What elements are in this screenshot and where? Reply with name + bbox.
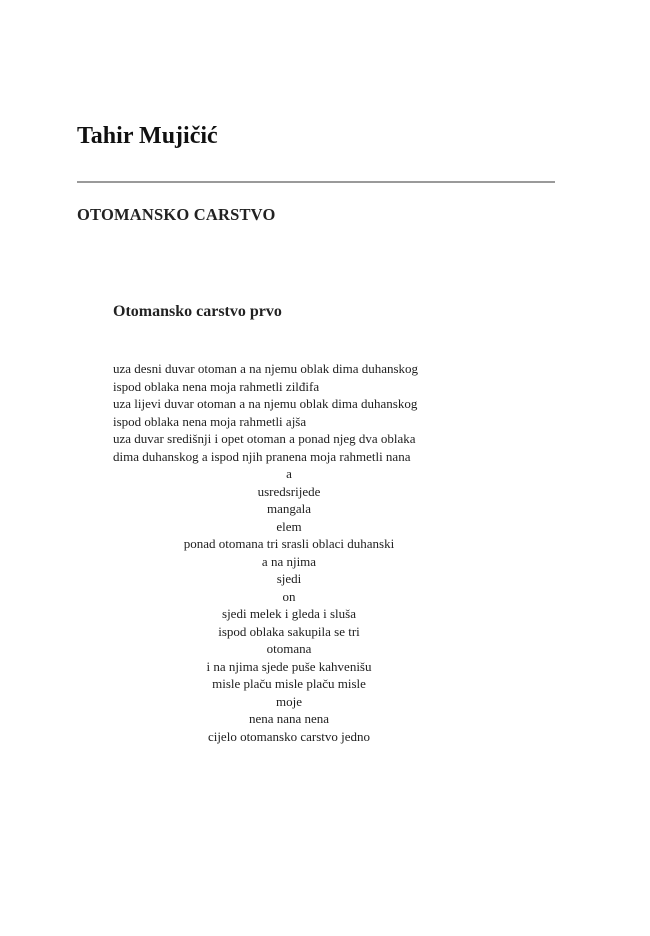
poem-body [113, 360, 465, 745]
poem-line: ispod oblaka nena moja rahmetli zilđifa [113, 378, 320, 394]
poem-line: uza duvar središnji i opet otoman a ponad njeg dva oblaka [113, 431, 416, 446]
poem-line: ispod oblaka nena moja rahmetli ajša [113, 413, 307, 429]
poem-line-centered: cijelo otomansko carstvo jedno [207, 728, 371, 744]
poem-line-centered: nena nana nena [248, 711, 330, 726]
poem-line-centered: misle plaču misle plaču misle [212, 676, 366, 691]
horizontal-rule [77, 181, 555, 183]
poem-line: dima duhanskog a ispod njih pranena moja rahmetli nana [113, 448, 411, 464]
poem-line-centered: mangala [266, 501, 312, 516]
poem-line-centered: elem [276, 518, 302, 534]
poem-line-centered: moje [276, 693, 302, 709]
poem-line-centered: a [286, 466, 292, 481]
poem-line-centered: ponad otomana tri srasli oblaci duhanski [183, 536, 395, 551]
poem-line-centered: usredsrijede [257, 483, 321, 499]
poem-line: uza desni duvar otoman a na njemu oblak dima duhanskog [113, 361, 419, 376]
poem-line: uza lijevi duvar otoman a na njemu oblak dima duhanskog [113, 396, 418, 411]
poem-line-centered: sjedi [276, 571, 302, 586]
poem-line-centered: sjedi melek i gleda i sluša [222, 606, 356, 621]
poem-line-centered: ispod oblaka sakupila se tri [218, 623, 360, 639]
poem-line-centered: otomana [266, 641, 312, 656]
poem-line-centered: i na njima sjede puše kahvenišu [206, 658, 372, 674]
poem-title: Otomansko carstvo prvo [113, 303, 282, 320]
poem-line-centered: on [282, 588, 296, 604]
section-title: OTOMANSKO CARSTVO [77, 205, 276, 224]
poem-line-centered: a na njima [261, 553, 317, 569]
author-name: Tahir Mujičić [77, 123, 218, 149]
